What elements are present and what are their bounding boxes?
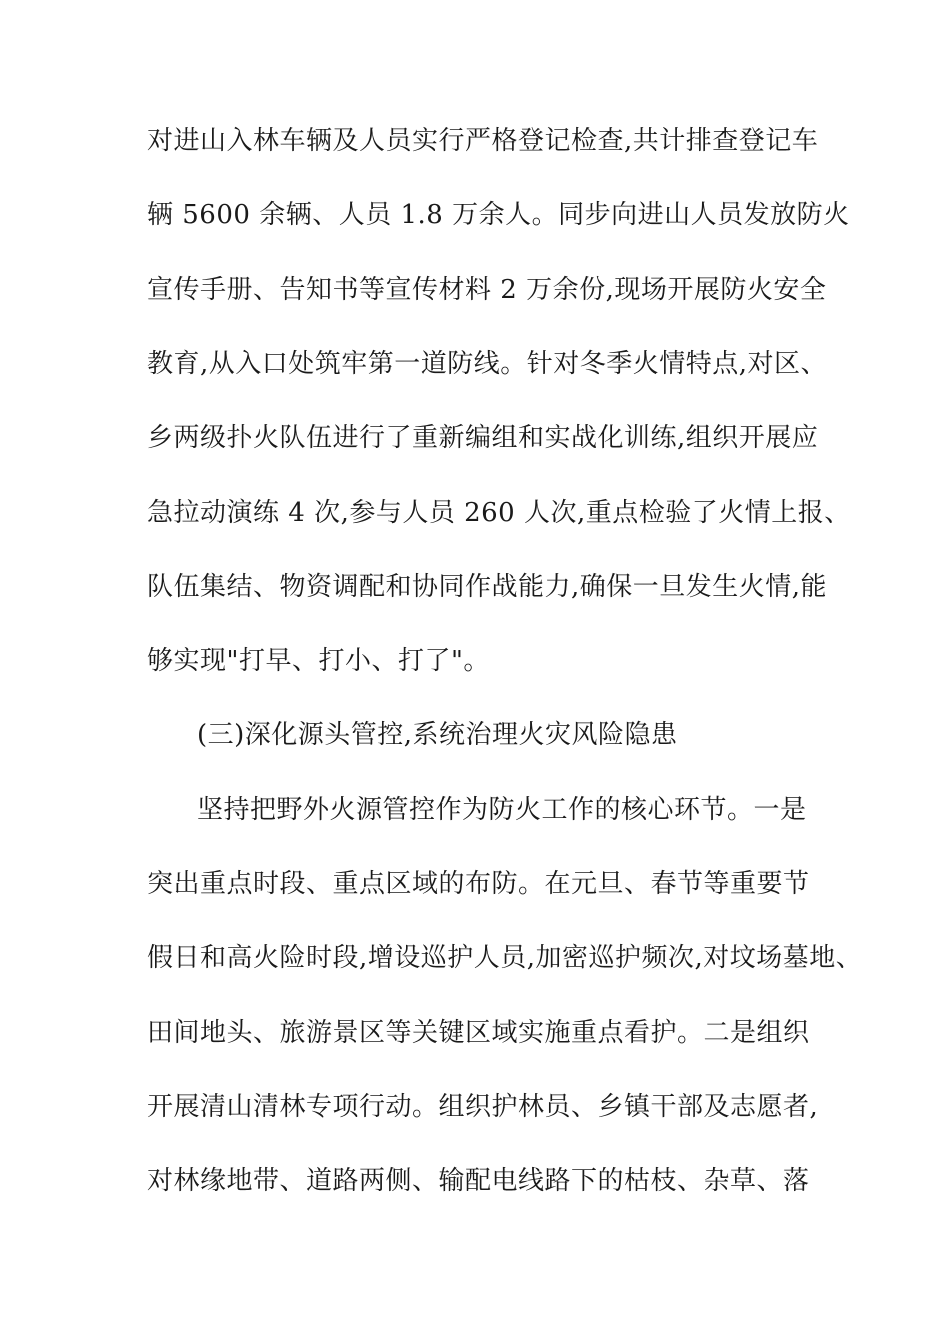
paragraph1-line-2: 辆 5600 余辆、人员 1.8 万余人。同步向进山人员发放防火 <box>147 200 850 230</box>
paragraph2-line-2: 突出重点时段、重点区域的布防。在元旦、春节等重要节 <box>147 869 810 899</box>
paragraph1-line-5: 乡两级扑火队伍进行了重新编组和实战化训练,组织开展应 <box>147 423 819 453</box>
paragraph1-line-4: 教育,从入口处筑牢第一道防线。针对冬季火情特点,对区、 <box>147 349 828 379</box>
paragraph1-line-6: 急拉动演练 4 次,参与人员 260 人次,重点检验了火情上报、 <box>147 498 851 528</box>
section-heading: (三)深化源头管控,系统治理火灾风险隐患 <box>197 720 678 750</box>
paragraph2-line-3: 假日和高火险时段,增设巡护人员,加密巡护频次,对坟场墓地、 <box>147 943 863 973</box>
paragraph2-line-4: 田间地头、旅游景区等关键区域实施重点看护。二是组织 <box>147 1018 810 1048</box>
paragraph1-line-3: 宣传手册、告知书等宣传材料 2 万余份,现场开展防火安全 <box>147 275 827 305</box>
paragraph2-line-5: 开展清山清林专项行动。组织护林员、乡镇干部及志愿者, <box>147 1092 819 1122</box>
paragraph2-line-6: 对林缘地带、道路两侧、输配电线路下的枯枝、杂草、落 <box>147 1166 810 1196</box>
paragraph1-line-7: 队伍集结、物资调配和协同作战能力,确保一旦发生火情,能 <box>147 572 828 602</box>
paragraph1-line-8: 够实现"打早、打小、打了"。 <box>147 646 490 676</box>
paragraph1-line-1: 对进山入林车辆及人员实行严格登记检查,共计排查登记车 <box>147 126 819 156</box>
paragraph2-line-1: 坚持把野外火源管控作为防火工作的核心环节。一是 <box>197 795 807 825</box>
